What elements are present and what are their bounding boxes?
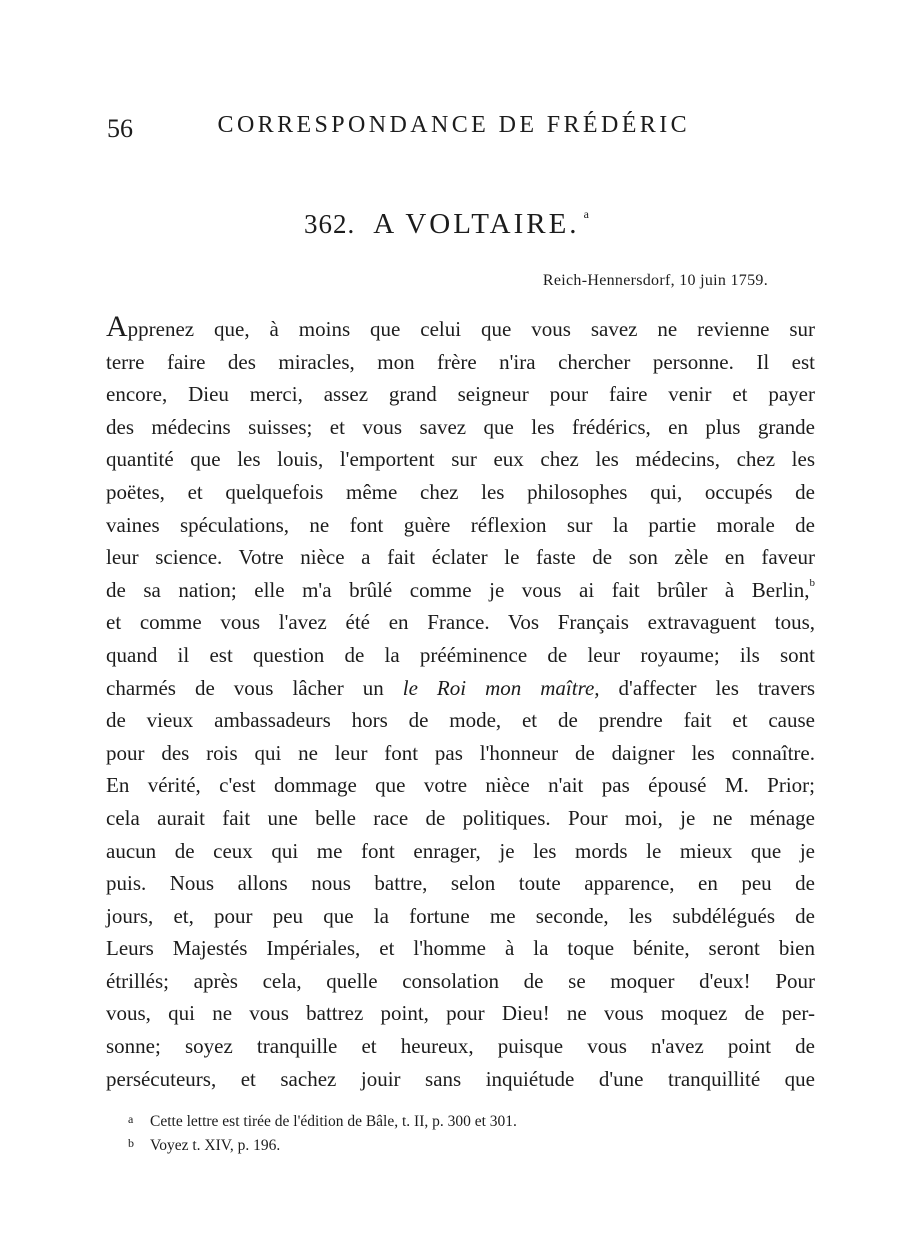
dateline: Reich-Hennersdorf, 10 juin 1759.	[542, 272, 768, 289]
body-line: cela aurait fait une belle race de politiques. Pour moi, je ne ménage	[106, 805, 815, 830]
body-line: et comme vous l'avez été en France. Vos Français extravaguent tous,	[106, 610, 815, 635]
letter-body	[106, 310, 815, 1095]
footnote-marker: b	[128, 1136, 134, 1150]
letter-title: A VOLTAIRE.	[373, 208, 580, 240]
footnote-marker: a	[128, 1112, 134, 1126]
body-line: sonne; soyez tranquille et heureux, puisque vous n'avez point de	[106, 1034, 815, 1059]
body-line: des médecins suisses; et vous savez que les frédérics, en plus grande	[106, 414, 815, 439]
running-head	[107, 112, 690, 144]
footnote-ref-b: b	[809, 576, 815, 589]
body-line: quand il est question de la prééminence de leur royaume; ils sont	[106, 642, 815, 667]
letter-number: 362.	[304, 209, 356, 239]
footnotes	[128, 1110, 778, 1158]
footnote-text: Voyez t. XIV, p. 196.	[150, 1137, 281, 1154]
footnote-a	[128, 1110, 778, 1134]
initial-letter: A	[106, 310, 128, 343]
body-line: poëtes, et quelquefois même chez les philosophes qui, occupés de	[106, 479, 815, 504]
body-line: puis. Nous allons nous battre, selon toute apparence, en peu de	[106, 871, 815, 896]
running-title: CORRESPONDANCE DE FRÉDÉRIC	[217, 112, 690, 138]
page-number: 56	[107, 114, 133, 143]
body-line: pour des rois qui ne leur font pas l'honneur de daigner les connaître.	[106, 740, 815, 765]
body-line: quantité que les louis, l'emportent sur eux chez les médecins, chez les	[106, 447, 815, 472]
italic-phrase: le Roi mon maître,	[402, 675, 600, 700]
letter-heading	[304, 208, 589, 241]
body-line: vous, qui ne vous battrez point, pour Dieu! ne vous moquez de per-	[106, 1001, 815, 1026]
body-line: terre faire des miracles, mon frère n'ira chercher personne. Il est	[106, 349, 815, 374]
body-line: Apprenez que, à moins que celui que vous savez ne revienne sur	[106, 310, 815, 343]
body-line: Leurs Majestés Impériales, et l'homme à la toque bénite, seront bien	[106, 936, 815, 961]
body-line: jours, et, pour peu que la fortune me seconde, les subdélégués de	[106, 903, 815, 928]
body-line: aucun de ceux qui me font enrager, je les mords le mieux que je	[106, 838, 815, 863]
footnote-b	[128, 1134, 778, 1158]
body-line: leur science. Votre nièce a fait éclater le faste de son zèle en faveur	[106, 545, 815, 570]
body-line: persécuteurs, et sachez jouir sans inquiétude d'une tranquillité que	[106, 1066, 815, 1091]
body-line: charmés de vous lâcher un le Roi mon maître, d'affecter les travers	[106, 675, 815, 700]
body-line: de vieux ambassadeurs hors de mode, et de prendre fait et cause	[106, 708, 815, 733]
footnote-ref-a: a	[583, 207, 589, 222]
footnote-text: Cette lettre est tirée de l'édition de Bâle, t. II, p. 300 et 301.	[150, 1113, 517, 1130]
body-line: étrillés; après cela, quelle consolation de se moquer d'eux! Pour	[106, 968, 815, 993]
body-line: de sa nation; elle m'a brûlé comme je vous ai fait brûler à Berlin,$^b$	[106, 576, 815, 602]
body-line: En vérité, c'est dommage que votre nièce n'ait pas épousé M. Prior;	[106, 773, 815, 798]
body-line: encore, Dieu merci, assez grand seigneur pour faire venir et payer	[106, 382, 815, 407]
body-line: vaines spéculations, ne font guère réflexion sur la partie morale de	[106, 512, 815, 537]
